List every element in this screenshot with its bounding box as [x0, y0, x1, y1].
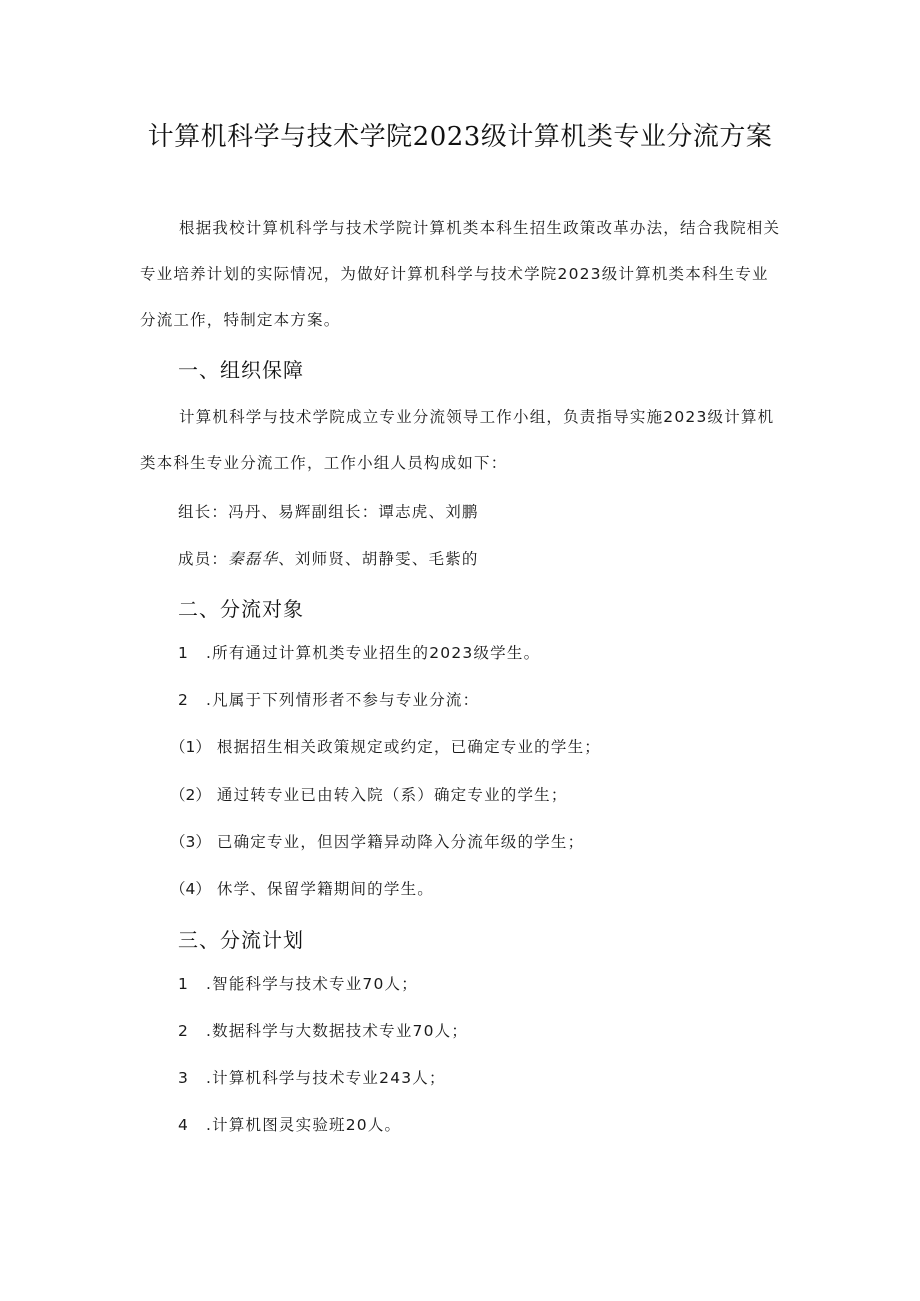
item-text: .所有通过计算机类专业招生的2023级学生。 — [206, 644, 541, 662]
section3-item-1 — [178, 972, 418, 994]
section2-item-1 — [178, 641, 540, 663]
item-number: 4 — [178, 1116, 188, 1134]
members-first: 秦磊华 — [228, 550, 279, 568]
subitem-text: 通过转专业已由转入院（系）确定专业的学生； — [216, 786, 568, 804]
subitem-text: 休学、保留学籍期间的学生。 — [216, 880, 434, 898]
leaders-line: 组长：冯丹、易辉副组长：谭志虎、刘鹏 — [178, 503, 479, 521]
item-number: 2 — [178, 691, 188, 709]
item-text: .计算机图灵实验班20人。 — [206, 1116, 402, 1134]
subitem-number: （3） — [170, 833, 211, 851]
section2-item-2 — [178, 688, 479, 710]
item-number: 2 — [178, 1022, 188, 1040]
item-number: 1 — [178, 644, 188, 662]
members-label: 成员： — [178, 550, 229, 568]
item-text: .数据科学与大数据技术专业70人； — [206, 1022, 469, 1040]
section3-heading: 三、分流计划 — [178, 928, 304, 952]
subitem-text: 已确定专业，但因学籍异动降入分流年级的学生； — [216, 833, 585, 851]
section1-body: 计算机科学与技术学院成立专业分流领导工作小组，负责指导实施2023级计算机类本科生专业分流工作，工作小组人员构成如下： — [140, 408, 775, 472]
item-number: 3 — [178, 1069, 188, 1087]
section2-subitem-1 — [170, 735, 601, 757]
document-title: 计算机科学与技术学院2023级计算机类专业分流方案 — [147, 122, 773, 152]
members-line — [178, 547, 479, 569]
subitem-number: （2） — [170, 786, 211, 804]
subitem-number: （1） — [170, 738, 211, 756]
members-rest: 、刘师贤、胡静雯、毛紫的 — [278, 550, 479, 568]
intro-paragraph: 根据我校计算机科学与技术学院计算机类本科生招生政策改革办法，结合我院相关专业培养计划的实际情况，为做好计算机科学与技术学院2023级计算机类本科生专业分流工作，特制定本方案。 — [140, 219, 781, 329]
section3-item-2 — [178, 1019, 468, 1041]
subitem-text: 根据招生相关政策规定或约定，已确定专业的学生； — [216, 738, 601, 756]
section3-item-3 — [178, 1066, 446, 1088]
section2-subitem-4 — [170, 877, 434, 899]
section2-subitem-3 — [170, 830, 584, 852]
item-text: .智能科学与技术专业70人； — [206, 975, 418, 993]
section2-subitem-2 — [170, 783, 568, 805]
item-text: .计算机科学与技术专业243人； — [206, 1069, 446, 1087]
section2-heading: 二、分流对象 — [178, 597, 304, 621]
subitem-number: （4） — [170, 880, 211, 898]
section3-item-4 — [178, 1113, 401, 1135]
item-number: 1 — [178, 975, 188, 993]
item-text: .凡属于下列情形者不参与专业分流： — [206, 691, 480, 709]
section1-heading: 一、组织保障 — [178, 358, 304, 382]
